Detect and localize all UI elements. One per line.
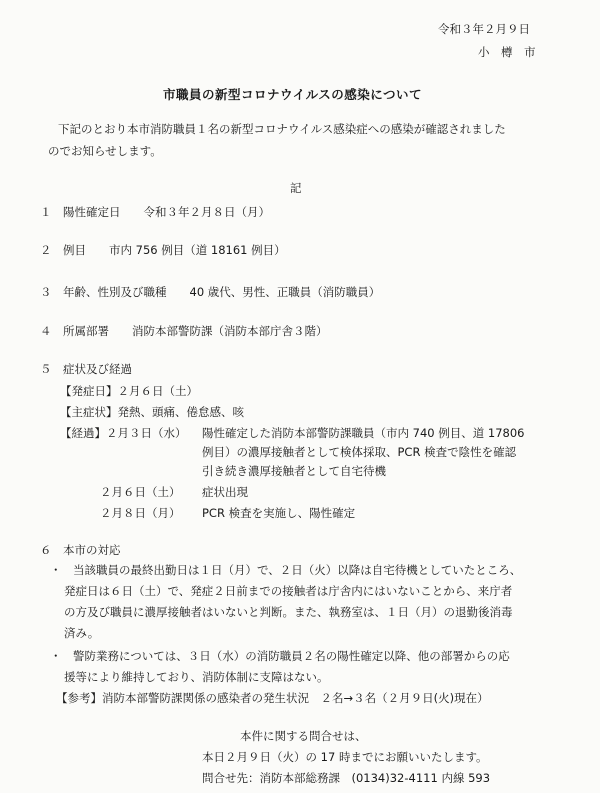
item-5: ５ 症状及び経過: [40, 362, 132, 376]
feb8-date: ２月８日（月）: [100, 506, 181, 520]
onset-date: 【発症日】２月６日（土）: [60, 384, 198, 398]
course-text-3: 引き続き濃厚接触者として自宅待機: [202, 464, 386, 478]
main-symptoms: 【主症状】発熱、頭痛、倦怠感、咳: [60, 405, 244, 419]
item-3: ３ 年齢、性別及び職種 40 歳代、男性、正職員（消防職員）: [40, 285, 381, 299]
feb8-text: PCR 検査を実施し、陽性確定: [202, 506, 356, 520]
feb6-text: 症状出現: [202, 485, 248, 499]
intro-line-2: のでお知らせします。: [48, 144, 162, 158]
bullet-1-line-1: ・ 当該職員の最終出勤日は１日（月）で、２日（火）以降は自宅待機としていたところ、: [50, 563, 522, 577]
item-2: ２ 例目 市内 756 例目（道 18161 例目）: [40, 243, 286, 257]
inquiry-line-1: 本件に関する問合せは、: [240, 729, 367, 743]
item-4: ４ 所属部署 消防本部警防課（消防本部庁舎３階）: [40, 324, 328, 338]
issue-date: 令和３年２月９日: [438, 22, 530, 36]
bullet-2-line-2: 援等により維持しており、消防体制に支障はない。: [64, 670, 329, 684]
response-heading: ６ 本市の対応: [40, 543, 121, 557]
reference-note: 【参考】消防本部警防課関係の感染者の発生状況 ２名→３名（２月９日(火)現在）: [56, 691, 489, 705]
issuer: 小 樽 市: [478, 45, 536, 59]
bullet-2-line-1: ・ 警防業務については、３日（水）の消防職員２名の陽性確定以降、他の部署からの応: [50, 649, 510, 663]
page-title: 市職員の新型コロナウイルスの感染について: [163, 87, 423, 102]
ki-heading: 記: [290, 181, 302, 195]
intro-line-1: 下記のとおり本市消防職員１名の新型コロナウイルス感染症への感染が確認されました: [58, 122, 506, 136]
course-label: 【経過】２月３日（水）: [60, 426, 187, 440]
item-1: １ 陽性確定日 令和３年２月８日（月）: [40, 205, 270, 219]
course-text-2: 例目）の濃厚接触者として検体採取、PCR 検査で陰性を確認: [202, 445, 517, 459]
contact-info: 問合せ先：消防本部総務課 (0134)32-4111 内線 593: [202, 771, 491, 785]
bullet-1-line-2: 発症日は６日（土）で、発症２日前までの接触者は庁舎内にはいないことから、来庁者: [64, 584, 513, 598]
bullet-1-line-3: の方及び職員に濃厚接触者はいないと判断。また、執務室は、１日（月）の退勤後消毒: [64, 605, 513, 619]
feb6-date: ２月６日（土）: [100, 485, 181, 499]
inquiry-line-2: 本日２月９日（火）の 17 時までにお願いいたします。: [202, 750, 488, 764]
course-text-1: 陽性確定した消防本部警防課職員（市内 740 例目、道 17806: [202, 426, 525, 440]
bullet-1-line-4: 済み。: [64, 626, 100, 640]
